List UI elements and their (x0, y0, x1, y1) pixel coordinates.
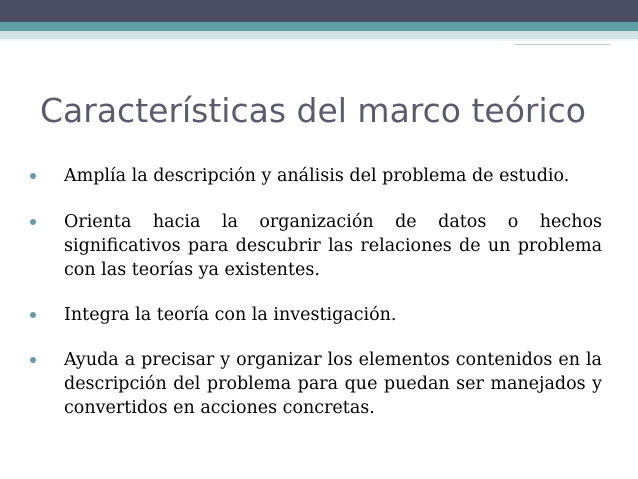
bullet-item (24, 348, 602, 420)
bullet-dot-icon (30, 173, 36, 179)
bullet-item (24, 303, 602, 327)
bullet-list (24, 160, 602, 420)
bullet-item (24, 164, 602, 188)
bullet-text: Integra la teoría con la investigación. (64, 305, 397, 325)
bullet-dot-icon (30, 312, 36, 318)
header-band-line (0, 39, 638, 41)
header-accent-line (514, 44, 610, 45)
bullet-text: Ayuda a precisar y organizar los elementos contenidos en la descripción del problema para que puedan ser manejados y convertidos en acciones concretas. (64, 350, 602, 418)
bullet-item (24, 210, 602, 282)
bullet-text: Amplía la descripción y análisis del problema de estudio. (64, 166, 570, 186)
header-band-dark (0, 0, 638, 22)
header-band-teal (0, 22, 638, 31)
bullet-dot-icon (30, 357, 36, 363)
bullet-text: Orienta hacia la organización de datos o hechos significativos para descubrir las relaciones de un problema con las teorías ya existentes. (64, 212, 602, 280)
slide-title: Características del marco teórico (40, 91, 586, 130)
header-band-light (0, 31, 638, 39)
bullet-dot-icon (30, 219, 36, 225)
